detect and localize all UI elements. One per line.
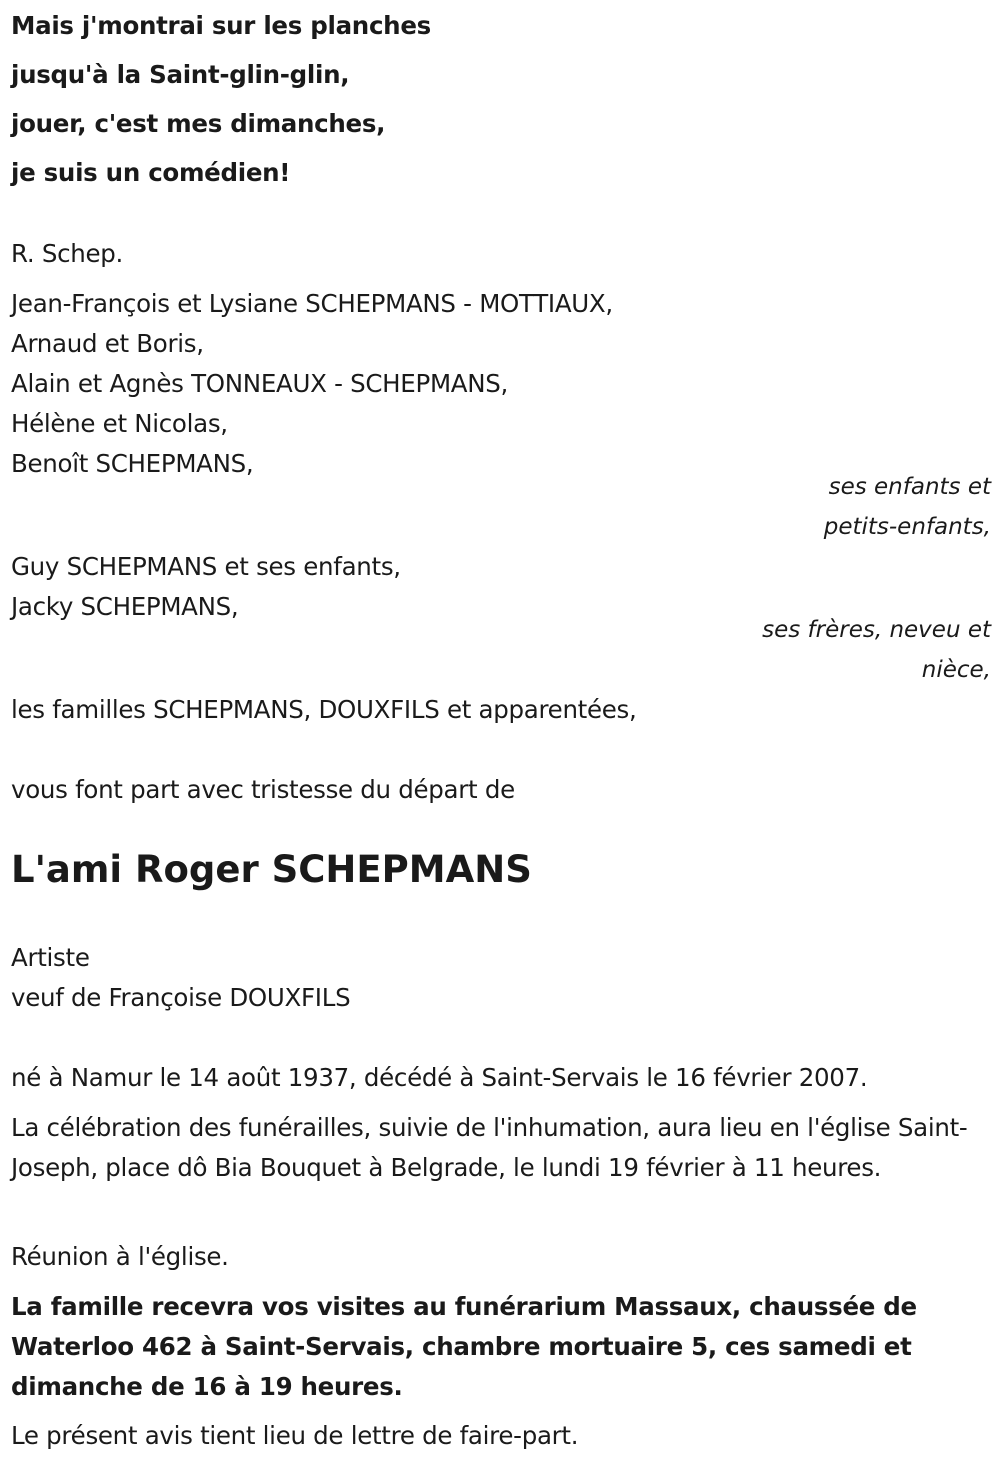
poem-line: je suis un comédien! [11, 158, 291, 187]
family-line: Alain et Agnès TONNEAUX - SCHEPMANS, [11, 369, 509, 398]
role-line: nièce, [921, 657, 991, 683]
profession: Artiste [11, 943, 90, 972]
family-line: Guy SCHEPMANS et ses enfants, [11, 552, 401, 581]
children-list [11, 284, 991, 484]
poem-line: Mais j'montrai sur les planches [11, 11, 431, 40]
family-line: Jean-François et Lysiane SCHEPMANS - MOTTIAUX, [11, 289, 613, 318]
role-line: petits-enfants, [823, 514, 991, 540]
poem-line: jouer, c'est mes dimanches, [11, 109, 386, 138]
deceased-name: L'ami Roger SCHEPMANS [11, 848, 532, 891]
siblings-role [11, 610, 991, 690]
birth-death: né à Namur le 14 août 1937, décédé à Saint-Servais le 16 février 2007. [11, 1063, 868, 1092]
family-line: Arnaud et Boris, [11, 329, 204, 358]
family-line: Hélène et Nicolas, [11, 409, 228, 438]
announcement: vous font part avec tristesse du départ de [11, 775, 515, 804]
family-line: Benoît SCHEPMANS, [11, 449, 254, 478]
extended-families: les familles SCHEPMANS, DOUXFILS et apparentées, [11, 695, 637, 724]
role-line: ses enfants et [828, 474, 991, 500]
closing-note: Le présent avis tient lieu de lettre de faire-part. [11, 1421, 579, 1450]
deceased-info [11, 938, 350, 1018]
children-role [11, 467, 991, 547]
poem [11, 1, 431, 197]
poem-signature: R. Schep. [11, 239, 123, 268]
role-line: ses frères, neveu et [762, 617, 991, 643]
ceremony-info: La célébration des funérailles, suivie de l'inhumation, aura lieu en l'église Saint-Joseph, place dô Bia Bouquet à Belgrade, le lundi 19 février à 11 heures. [11, 1113, 968, 1182]
family-line: Jacky SCHEPMANS, [11, 592, 239, 621]
visits-info: La famille recevra vos visites au funérarium Massaux, chaussée de Waterloo 462 à Saint-Servais, chambre mortuaire 5, ces samedi et dimanche de 16 à 19 heures. [11, 1292, 917, 1401]
poem-line: jusqu'à la Saint-glin-glin, [11, 60, 350, 89]
meeting-info: Réunion à l'église. [11, 1242, 229, 1271]
widower-of: veuf de Françoise DOUXFILS [11, 983, 351, 1012]
